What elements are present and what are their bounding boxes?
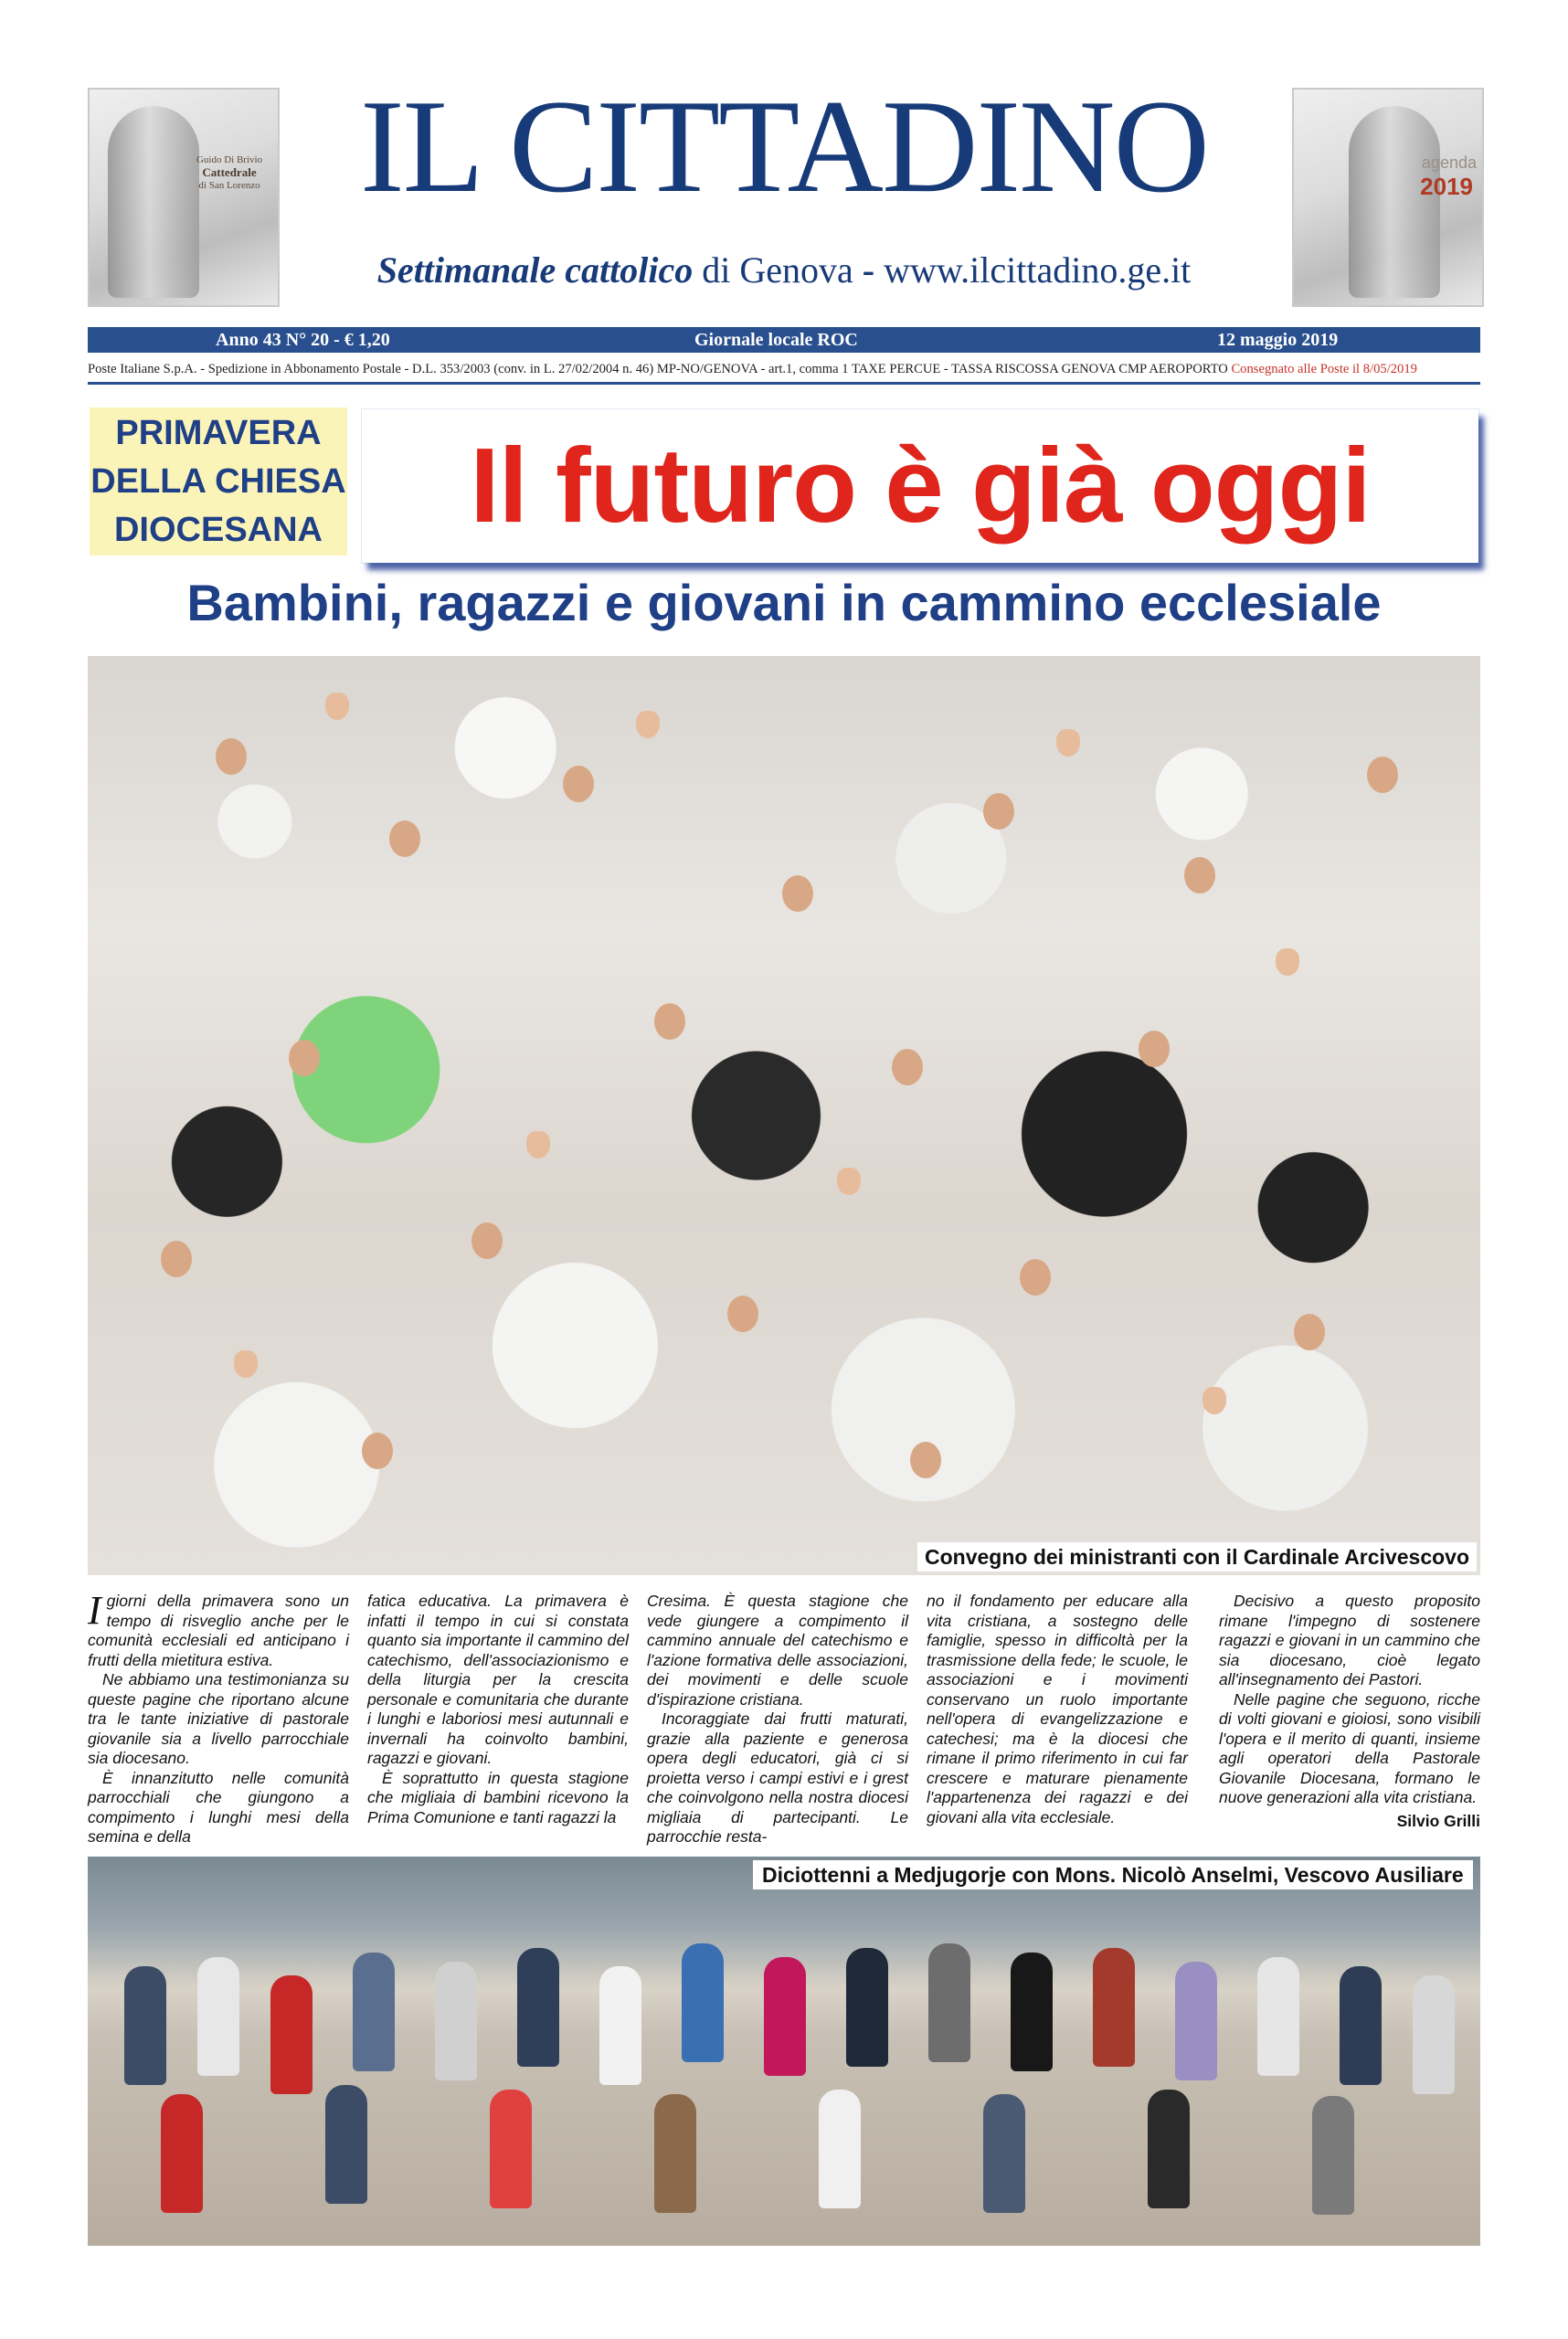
crowd-face: [983, 793, 1014, 830]
group-person: [435, 1962, 477, 2080]
group-person: [819, 2090, 861, 2208]
group-person: [1093, 1948, 1135, 2067]
crowd-face: [1020, 1259, 1051, 1296]
book-title: Cattedrale: [202, 165, 257, 179]
postal-delivery-date: Consegnato alle Poste il 8/05/2019: [1231, 362, 1417, 376]
subtitle-separator: -: [862, 249, 875, 291]
article-paragraph: Cresima. È questa stagione che vede giungere a compimento il cammino annuale del catechismo e l'azione formativa delle associazioni, dei movimenti e delle scuole d'ispirazione cristiana.: [647, 1592, 908, 1709]
group-person: [1257, 1957, 1299, 2076]
crowd-face: [362, 1433, 393, 1469]
crowd-face: [1367, 757, 1398, 793]
right-agenda-cover-image: [1292, 88, 1484, 307]
raised-hand: [1276, 948, 1299, 976]
raised-hand: [325, 693, 349, 720]
article-column-5: [1219, 1592, 1480, 1831]
issue-number: Anno 43 N° 20 - € 1,20: [216, 330, 390, 350]
editorial-article: [88, 1588, 1480, 1847]
subtitle-city: di Genova: [702, 249, 853, 291]
crowd-face: [161, 1241, 192, 1277]
article-column-4: [927, 1592, 1188, 1827]
statue-figure: [1349, 106, 1440, 298]
raised-hand: [234, 1350, 258, 1378]
crowd-face: [782, 875, 813, 912]
group-person: [1413, 1975, 1455, 2094]
raised-hand: [526, 1131, 550, 1159]
group-person: [764, 1957, 806, 2076]
kicker-line-1: PRIMAVERA: [115, 414, 322, 452]
article-paragraph: Ne abbiamo una testimonianza su queste pagine che riportano alcune tra le tante iniziative di pastorale giovanile sia a livello parrocchiale sia diocesano.: [88, 1670, 349, 1767]
crowd-face: [727, 1296, 758, 1332]
group-person: [325, 2085, 367, 2204]
article-column-2: [367, 1592, 629, 1827]
crowd-face: [471, 1222, 503, 1259]
group-person: [846, 1948, 888, 2067]
article-paragraph: fatica educativa. La primavera è infatti il tempo in cui si constata quanto sia importante il cammino del catechismo, dell'associazionismo e della liturgia per la crescita personale e comunitaria che durante i lunghi e laboriosi mesi autunnali e invernali ha coinvolto bambini, ragazzi e giovani.: [367, 1592, 629, 1767]
crowd-face: [1294, 1314, 1325, 1350]
group-person: [1011, 1953, 1053, 2071]
group-person: [270, 1975, 313, 2094]
group-person: [654, 2094, 696, 2213]
headline-box: [362, 409, 1478, 563]
newspaper-title: IL CITTADINO: [360, 72, 1208, 220]
section-kicker: [90, 407, 347, 556]
group-person: [599, 1966, 641, 2085]
main-crowd-photo: [88, 656, 1480, 1575]
article-paragraph: [88, 1588, 349, 1670]
crowd-face: [892, 1049, 923, 1085]
main-headline: Il futuro è già oggi: [470, 426, 1371, 545]
article-paragraph: È innanzitutto nelle comunità parrocchiali che giungono a compimento i lunghi mesi della semina e della: [88, 1768, 349, 1846]
article-paragraph: Decisivo a questo proposito rimane l'impegno di sostenere ragazzi e giovani in un cammino che sia diocesano, cioè legato all'insegnamento dei Pastori.: [1219, 1592, 1480, 1688]
crowd-face: [1139, 1031, 1170, 1067]
group-photo-medjugorje: [88, 1857, 1480, 2246]
group-person: [124, 1966, 166, 2085]
postal-notice: [88, 358, 1480, 385]
group-person: [1175, 1962, 1217, 2080]
bottom-photo-caption: Diciottenni a Medjugorje con Mons. Nicolò Anselmi, Vescovo Ausiliare: [753, 1860, 1473, 1889]
website-link[interactable]: www.ilcittadino.ge.it: [884, 249, 1192, 291]
group-person: [490, 2090, 532, 2208]
postal-text: Poste Italiane S.p.A. - Spedizione in Abbonamento Postale - D.L. 353/2003 (conv. in L. 27/02/2004 n. 46) MP-NO/GENOVA - art.1, comma 1 TAXE PERCUE - TASSA RISCOSSA GENOVA CMP AEROPORTO: [88, 362, 1228, 376]
article-paragraph: Incoraggiate dai frutti maturati, grazie alla paziente e generosa opera degli educatori, già ci si proietta verso i campi estivi e i grest che coinvolgono nella nostra diocesi migliaia di partecipanti. Le parrocchie resta-: [647, 1709, 908, 1846]
book-author: Guido Di Brivio: [196, 154, 263, 165]
group-person: [161, 2094, 203, 2213]
group-person: [1148, 2090, 1190, 2208]
issue-date: 12 maggio 2019: [1217, 330, 1339, 350]
article-paragraph: È soprattutto in questa stagione che migliaia di bambini ricevono la Prima Comunione e tanti ragazzi la: [367, 1768, 629, 1826]
crowd-face: [389, 820, 420, 857]
raised-hand: [1056, 729, 1080, 757]
group-person: [928, 1943, 970, 2062]
crowd-face: [654, 1003, 685, 1040]
subtitle-weekly: Settimanale cattolico: [376, 249, 694, 291]
group-person: [983, 2094, 1025, 2213]
crowd-face: [289, 1040, 320, 1076]
statue-figure: [108, 106, 199, 298]
article-column-3: [647, 1592, 908, 1847]
group-person: [517, 1948, 559, 2067]
raised-hand: [837, 1168, 861, 1195]
crowd-face: [216, 738, 247, 775]
agenda-label: [1385, 153, 1477, 201]
group-person: [197, 1957, 239, 2076]
book-title-2: di San Lorenzo: [198, 180, 260, 191]
drop-cap: I: [88, 1588, 101, 1633]
paragraph-text: giorni della primavera sono un tempo di risveglio anche per le comunità ecclesiali ed anticipano i frutti della mietitura estiva.: [88, 1592, 349, 1669]
kicker-line-2: DELLA CHIESA: [90, 462, 346, 501]
crowd-face: [910, 1442, 941, 1478]
crowd-face: [563, 766, 594, 802]
issue-info-bar: [88, 327, 1480, 353]
register-label: Giornale locale ROC: [694, 330, 858, 350]
agenda-year: 2019: [1420, 173, 1473, 200]
article-column-1: [88, 1588, 349, 1847]
crowd-face: [1184, 857, 1215, 894]
group-person: [682, 1943, 724, 2062]
raised-hand: [1202, 1387, 1226, 1414]
book-cover-text: [188, 153, 270, 192]
article-paragraph: no il fondamento per educare alla vita cristiana, a sostegno delle famiglie, spesso in difficoltà per la trasmissione della fede; le scuole, le associazioni e i movimenti conservano un ruolo importante nell'opera di evangelizzazione e catechesi; ma è la diocesi che rimane il primo riferimento in cui far crescere e maturare pienamente l'appartenenza dei ragazzi e dei giovani alla vita ecclesiale.: [927, 1592, 1188, 1826]
group-person: [1312, 2096, 1354, 2215]
subheadline: Bambini, ragazzi e giovani in cammino ecclesiale: [186, 574, 1382, 631]
group-person: [1340, 1966, 1382, 2085]
group-person: [353, 1953, 395, 2071]
article-paragraph: Nelle pagine che seguono, ricche di volti giovani e gioiosi, sono visibili l'opera e il merito di quanti, insieme agli operatori della Pastorale Giovanile Diocesana, formano le nuove generazioni alla vita cristiana.: [1219, 1689, 1480, 1806]
author-signature: Silvio Grilli: [1396, 1811, 1480, 1830]
newspaper-subtitle: [292, 249, 1276, 292]
main-photo-caption: Convegno dei ministranti con il Cardinale Arcivescovo: [917, 1542, 1477, 1572]
left-book-cover-image: [88, 88, 280, 307]
kicker-line-3: DIOCESANA: [113, 511, 323, 549]
agenda-word: agenda: [1421, 153, 1477, 172]
raised-hand: [636, 711, 660, 738]
